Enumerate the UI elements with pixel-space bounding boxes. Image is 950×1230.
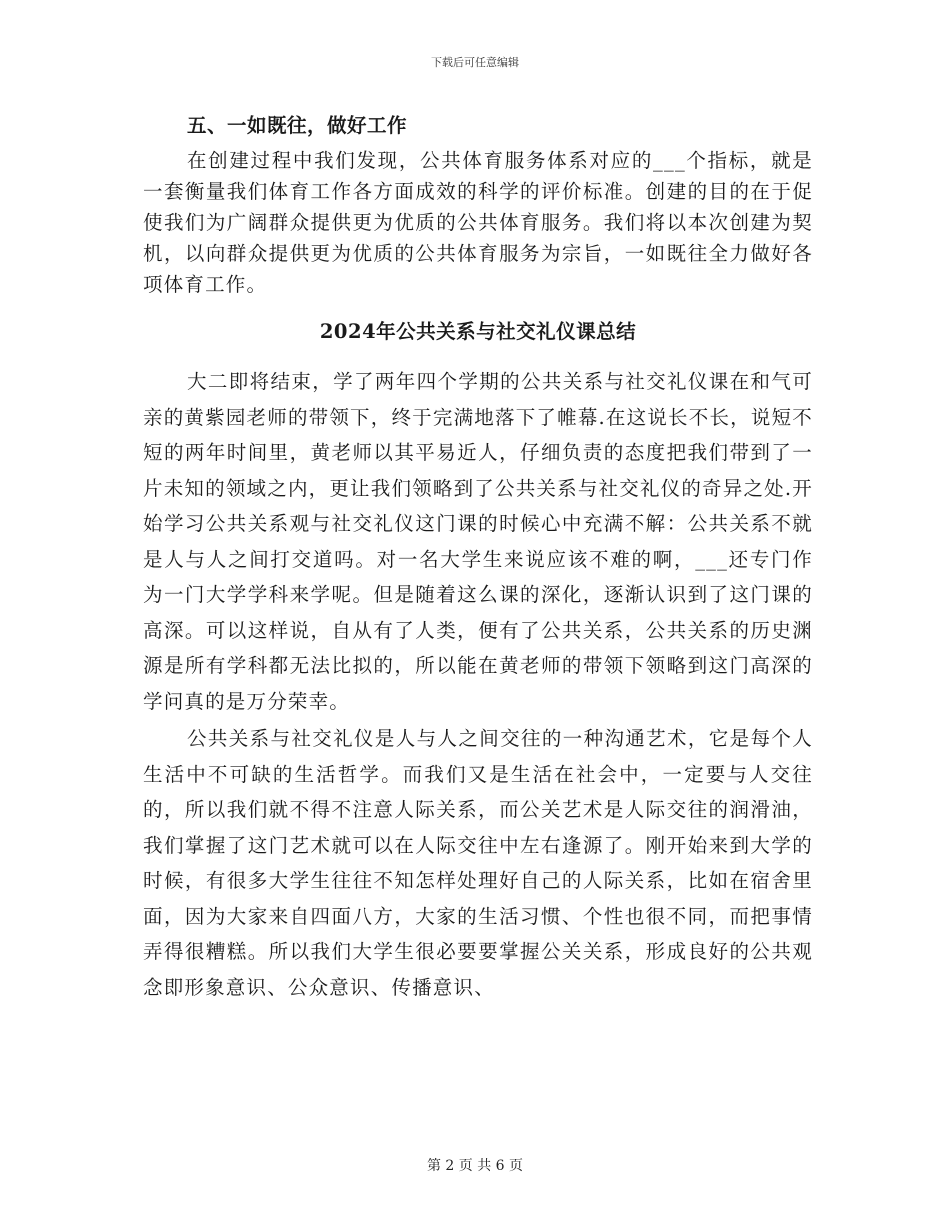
article-paragraph-1: 大二即将结束，学了两年四个学期的公共关系与社交礼仪课在和气可亲的黄紫园老师的带领下，终于完满地落下了帷幕.在这说长不长，说短不短的两年时间里，黄老师以其平易近人，仔细负责的态度把我们带到了一片未知的领域之内，更让我们领略到了公共关系与社交礼仪的奇异之处.开始学习公共关系观与社交礼仪这门课的时候心中充满不解：公共关系不就是人与人之间打交道吗。对一名大学生来说应该不难的啊，___还专门作为一门大学学科来学呢。但是随着这么课的深化，逐渐认识到了这门课的高深。可以这样说，自从有了人类，便有了公共关系，公共关系的历史渊源是所有学科都无法比拟的，所以能在黄老师的带领下领略到这门高深的学问真的是万分荣幸。 — [143, 370, 813, 713]
article-title: 2024年公共关系与社交礼仪课总结 — [319, 320, 637, 343]
document-body — [143, 108, 813, 1005]
page-header-note: 下载后可任意编辑 — [431, 56, 519, 69]
article-paragraph-2: 公共关系与社交礼仪是人与人之间交往的一种沟通艺术，它是每个人生活中不可缺的生活哲学。而我们又是生活在社会中，一定要与人交往的，所以我们就不得不注意人际关系，而公关艺术是人际交往的润滑油，我们掌握了这门艺术就可以在人际交往中左右逢源了。刚开始来到大学的时候，有很多大学生往往不知怎样处理好自己的人际关系，比如在宿舍里面，因为大家来自四面八方，大家的生活习惯、个性也很不同，而把事情弄得很糟糕。所以我们大学生很必要要掌握公关关系，形成良好的公共观念即形象意识、公众意识、传播意识、 — [143, 727, 813, 999]
section-paragraph: 在创建过程中我们发现，公共体育服务体系对应的___个指标，就是一套衡量我们体育工作各方面成效的科学的评价标准。创建的目的在于促使我们为广阔群众提供更为优质的公共体育服务。我们将以本次创建为契机，以向群众提供更为优质的公共体育服务为宗旨，一如既往全力做好各项体育工作。 — [143, 149, 813, 296]
section-heading: 五、一如既往，做好工作 — [187, 114, 408, 137]
page-number: 第 2 页 共 6 页 — [426, 1158, 524, 1174]
